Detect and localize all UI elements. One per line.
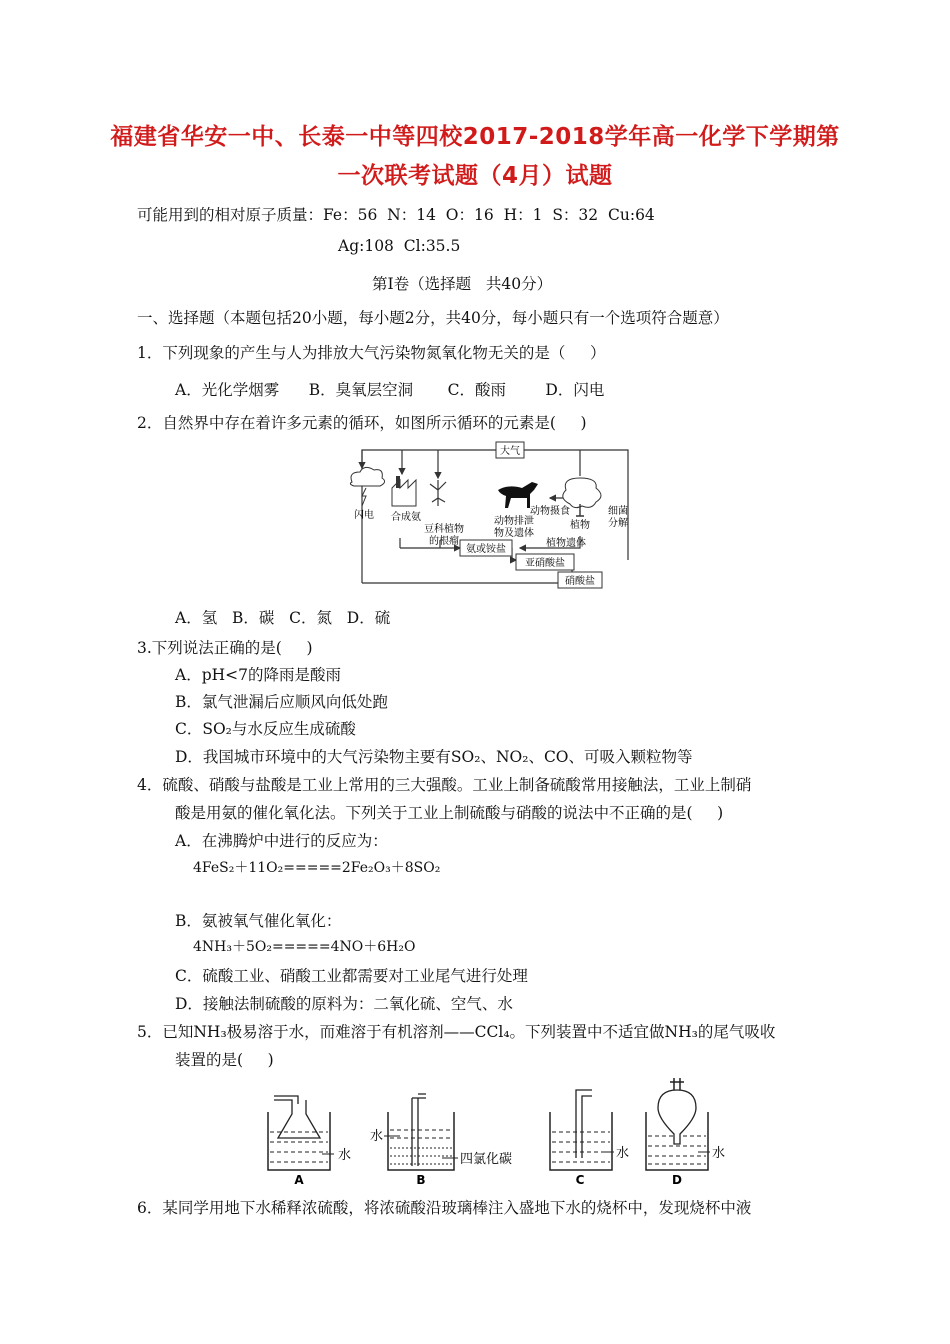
- q4-option-d: D．接触法制硫酸的原料为：二氧化硫、空气、水: [175, 995, 513, 1013]
- label-b: B: [416, 1173, 426, 1186]
- apparatus-a: [268, 1096, 351, 1186]
- label-nitrite: 亚硝酸盐: [525, 558, 565, 569]
- q5-stem-line2: 装置的是( ): [175, 1051, 274, 1069]
- label-atmosphere: 大气: [500, 446, 520, 457]
- absorption-apparatus-figure: [262, 1074, 742, 1186]
- label-nodule: 的根瘤: [429, 536, 459, 547]
- q4-option-c: C．硫酸工业、硝酸工业都需要对工业尾气进行处理: [175, 967, 528, 985]
- document-title-line1: 福建省华安一中、长泰一中等四校2017-2018学年高一化学下学期第: [110, 124, 840, 150]
- q1-options: A．光化学烟雾 B．臭氧层空洞 C．酸雨 D．闪电: [175, 381, 605, 399]
- q3-option-d: D．我国城市环境中的大气污染物主要有SO₂、NO₂、CO、可吸入颗粒物等: [175, 748, 693, 766]
- label-plant-remains: 植物遗体: [546, 538, 586, 549]
- label-bacteria: 细菌: [608, 506, 628, 517]
- label-d-water: 水: [712, 1146, 726, 1161]
- label-animal-feeding: 动物摄食: [530, 506, 570, 517]
- q4-option-a: A．在沸腾炉中进行的反应为：: [175, 832, 388, 850]
- q6-stem: 6．某同学用地下水稀释浓硫酸，将浓硫酸沿玻璃棒注入盛地下水的烧杯中，发现烧杯中液: [137, 1199, 752, 1217]
- nitrogen-cycle-diagram: [340, 438, 640, 594]
- label-nitrate: 硝酸盐: [565, 576, 595, 587]
- apparatus-b: [370, 1094, 512, 1186]
- label-ammonia-salt: 氨或铵盐: [466, 544, 506, 555]
- label-decompose: 分解: [608, 518, 628, 529]
- q4-equation-a: 4FeS₂＋11O₂=====2Fe₂O₃＋8SO₂: [193, 860, 441, 876]
- q3-option-b: B．氯气泄漏后应顺风向低处跑: [175, 693, 388, 711]
- q4-equation-b: 4NH₃＋5O₂=====4NO＋6H₂O: [193, 939, 416, 955]
- label-animal-excretion: 动物排泄: [494, 516, 534, 527]
- apparatus-c: [550, 1090, 629, 1186]
- label-lightning: 闪电: [354, 510, 374, 521]
- label-b-water: 水: [370, 1129, 384, 1144]
- label-legume: 豆科植物: [424, 524, 464, 535]
- q4-option-b: B．氨被氧气催化氧化：: [175, 912, 342, 930]
- label-d: D: [672, 1173, 682, 1186]
- q5-stem-line1: 5．已知NH₃极易溶于水，而难溶于有机溶剂——CCl₄。下列装置中不适宜做NH₃的尾气吸收: [137, 1023, 776, 1041]
- label-b-ccl4: 四氯化碳: [460, 1152, 513, 1167]
- apparatus-d: [646, 1078, 725, 1186]
- q3-option-c: C．SO₂与水反应生成硫酸: [175, 720, 356, 738]
- section-header: 第Ⅰ卷（选择题 共40分）: [372, 275, 553, 293]
- atomic-mass-line1: 可能用到的相对原子质量：Fe：56 N：14 O：16 H：1 S：32 Cu:64: [137, 206, 655, 224]
- q2-options: A．氢 B．碳 C．氮 D．硫: [175, 609, 391, 627]
- q2-stem: 2．自然界中存在着许多元素的循环，如图所示循环的元素是( ): [137, 414, 587, 432]
- label-remains: 物及遗体: [494, 528, 534, 539]
- q3-stem: 3.下列说法正确的是( ): [137, 639, 313, 657]
- q1-stem: 1．下列现象的产生与人为排放大气污染物氮氧化物无关的是（ ）: [137, 344, 606, 362]
- q4-stem-line1: 4．硫酸、硝酸与盐酸是工业上常用的三大强酸。工业上制备硫酸常用接触法，工业上制硝: [137, 776, 752, 794]
- label-plant: 植物: [570, 520, 590, 531]
- label-c: C: [575, 1173, 585, 1186]
- q3-option-a: A．pH<7的降雨是酸雨: [175, 666, 341, 684]
- q4-stem-line2: 酸是用氨的催化氧化法。下列关于工业上制硫酸与硝酸的说法中不正确的是( ): [175, 804, 724, 822]
- document-title-line2: 一次联考试题（4月）试题: [337, 163, 613, 189]
- label-c-water: 水: [616, 1146, 630, 1161]
- part-intro: 一、选择题（本题包括20小题，每小题2分，共40分，每小题只有一个选项符合题意）: [137, 309, 729, 327]
- label-synthetic-ammonia: 合成氨: [391, 512, 421, 523]
- label-a: A: [294, 1173, 304, 1186]
- label-a-water: 水: [338, 1148, 352, 1163]
- atomic-mass-line2: Ag:108 Cl:35.5: [338, 237, 461, 255]
